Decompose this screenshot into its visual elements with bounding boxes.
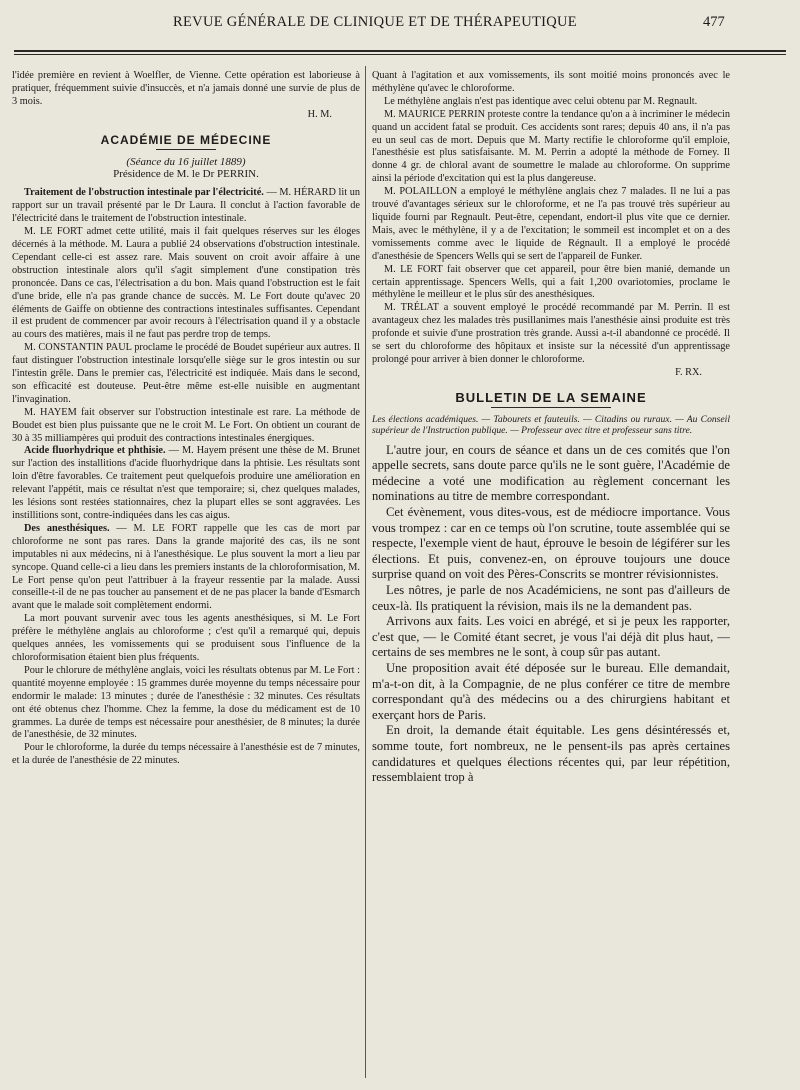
- right-column: [372, 70, 730, 1078]
- presidency-line: Présidence de M. le Dr PERRIN.: [113, 168, 259, 181]
- left-column: [12, 70, 360, 1078]
- bulletin-paragraph-2: Cet évènement, vous dites-vous, est de médiocre importance. Vous vous trompez : car en ce temps où l'on scrutine, toute assemblée qui se respecte, l'exemple vient de haut, éprouve le besoin de légiférer sur les élections. Et puis, convenez-en, on éprouve toujours une douce surprise quand on voit des Pères-Conscrits se montrer révisionnistes.: [372, 505, 730, 582]
- paragraph-constantin-paul: M. CONSTANTIN PAUL proclame le procédé de Boudet supérieur aux autres. Il faut distinguer l'obstruction intestinale lorsqu'elle siège sur le gros intestin ou sur l'intestin grêle. Dans le premier cas, l'électricité est indiquée. Mais dans le second, son efficacité est douteuse. Peut-être même est-elle nuisible en augmentant l'invagination.: [12, 342, 360, 405]
- bulletin-paragraph-6: En droit, la demande était équitable. Les gens désintéressés et, somme toute, fort nombreux, ne le pensent-ils pas après certaines candidatures et quelques élections récentes qui, par leur répétition, ressemblaient trop à: [372, 723, 730, 785]
- paragraph-trelat: M. TRÉLAT a souvent employé le procédé recommandé par M. Perrin. Il est avantageux chez les malades très pusillanimes mais l'anesthésie ainsi produite est très profonde et suivie d'une prostration très grande. Aussi a-t-il abandonné ce procédé. Il se sert du chloroforme des hôpitaux et insiste sur la nécessité d'un apprentissage prolongé pour arriver à bien donner le chloroforme.: [372, 302, 730, 365]
- paragraph-hayem: M. HAYEM fait observer sur l'obstruction intestinale est rare. La méthode de Boudet est bien plus puissante que ne le croit M. Le Fort. On obtient un courant de 30 à 35 milliampères qui produit des contractions intestinales énergiques.: [12, 406, 360, 444]
- bulletin-paragraph-3: Les nôtres, je parle de nos Académiciens, ne sont pas d'ailleurs de ceux-là. Ils pratiquent la révision, mais ils ne la demandent pas.: [372, 583, 730, 613]
- right-signature: F. RX.: [675, 366, 702, 378]
- fluorhydric-heading: Acide fluorhydrique et phthisie.: [24, 445, 166, 457]
- paragraph-polaillon: M. POLAILLON a employé le méthylène anglais chez 7 malades. Il ne lui a pas trouvé d'avantages sérieux sur le chloroforme, et ne l'a pas trouvé très supérieur au liquide fourni par Regnault. Peut-être, cependant, endort-il plus vite que ce dernier. Mais, avec le méthylène, il y a de l'excitation; le sommeil est incomplet et on a des vomissements comme avec le liquide de Régnault. Il a employé le procédé d'anesthésie de Spencers Wells qui se sert de l'appareil de Funker.: [372, 186, 730, 262]
- paragraph-anesthetics: [12, 523, 360, 613]
- intro-paragraph: l'idée première en revient à Woelfler, de Vienne. Cette opération est laborieuse à pratiquer, fréquemment suivie d'insuccès, et n'a jamais donné une survie de plus de 3 mois.: [12, 70, 360, 107]
- intro-signature: H. M.: [307, 108, 332, 120]
- paragraph-le-fort: M. LE FORT admet cette utilité, mais il fait quelques réserves sur les éloges décernés à la méthode. M. Laura a publié 24 observations d'obstruction intestinale. Cependant celle-ci est assez rare. Mais souvent on croit avoir affaire à une obstruction intestinale alors qu'il s'agit simplement d'une constipation très prononcée. Dans ce cas, l'électrisation a du bon. Mais quand l'obstruction est le fait d'une bride, elle n'a pas grande chance de succès. M. Le Fort doute qu'avec 20 éléments de Gaiffe on obtienne des contractions intestinales suffisantes. Cependant il est prudent de commencer par avoir recours à l'électrisation quand il y a obstacle au cours des matières, mais il ne faut pas perdre trop de temps.: [12, 226, 360, 341]
- bulletin-body: [372, 443, 730, 786]
- running-title: REVUE GÉNÉRALE DE CLINIQUE ET DE THÉRAPEUTIQUE: [173, 14, 577, 30]
- paragraph-maurice-perrin: M. MAURICE PERRIN proteste contre la tendance qu'on a à incriminer le médecin quand un accident fatal se produit. Ces accidents sont rares; depuis 40 ans, il n'a pas eu un seul cas de mort. Depuis que M. Marty rectifie le chloroforme qu'il emploie, l'anesthésie est plus satisfaisante. M. M. Perrin a adopté la méthode de Forney. Il donne 4 gr. de chloral avant de soumettre le malade au chloroforme. On supprime ainsi la période d'excitation qui est la plus dangereuse.: [372, 108, 730, 185]
- bulletin-paragraph-4: Arrivons aux faits. Les voici en abrégé, et si je peux les rapporter, c'est que, — le Comité étant secret, je vous l'ai déjà dit plus haut, — certains de ses membres ne le sont, à coup sûr pas autant.: [372, 614, 730, 660]
- academy-title: ACADÉMIE DE MÉDECINE: [100, 132, 272, 147]
- running-head: [0, 14, 800, 36]
- electricity-heading: Traitement de l'obstruction intestinale par l'électricité.: [24, 187, 264, 199]
- paragraph-chloroform-results: Pour le chloroforme, la durée du temps nécessaire à l'anesthésie est de 7 minutes, et la durée de l'anesthésie de 22 minutes.: [12, 742, 360, 767]
- paragraph-le-fort-apparatus: M. LE FORT fait observer que cet appareil, pour être bien manié, demande un certain apprentissage. Spencers Wells, qui a fait 1,200 ovariotomies, proclame le méthylène le meilleur et le plus sûr des anesthésiques.: [372, 263, 730, 301]
- session-line: (Séance du 16 juillet 1889): [126, 155, 246, 168]
- bulletin-subheading: Les élections académiques. — Tabourets et fauteuils. — Citadins ou ruraux. — Au Conseil supérieur de l'Instruction publique. — Professeur avec titre et professeur sans titre.: [372, 413, 730, 437]
- anesthetics-heading: Des anesthésiques.: [24, 522, 110, 534]
- paragraph-fluorhydric: [12, 445, 360, 522]
- electricity-text: — M. HÉRARD lit un rapport sur un travail présenté par le Dr Laura. Il conclut à l'action favorable de l'électricité dans le traitement de l'obstruction intestinale.: [12, 187, 360, 225]
- paragraph-death: La mort pouvant survenir avec tous les agents anesthésiques, si M. Le Fort préfère le méthylène anglais au chloroforme ; c'est qu'il a remarqué qui, depuis quelques années, les vomissements qui se produisent sous l'influence de la chloroformisation étaient bien plus fréquents.: [12, 613, 360, 663]
- page-number: 477: [703, 14, 725, 30]
- bulletin-paragraph-1: L'autre jour, en cours de séance et dans un de ces comités que l'on appelle secrets, sans doute parce qu'ils ne le sont guère, l'Académie de médecine a voté une modification au règlement concernant les nominations au titre de membre correspondant.: [372, 442, 730, 504]
- bulletin-title-rule: [491, 407, 611, 408]
- column-divider: [365, 66, 366, 1078]
- bulletin-paragraph-5: Une proposition avait été déposée sur le bureau. Elle demandait, m'a-t-on dit, à la Compagnie, de ne plus conférer ce titre de membre correspondant qu'à des médecins ou a des chirurgiens habitant et exerçant hors de Paris.: [372, 660, 730, 722]
- paragraph-regnault: Le méthylène anglais n'est pas identique avec celui obtenu par M. Regnault.: [384, 95, 698, 107]
- paragraph-methylene-results: Pour le chlorure de méthylène anglais, voici les résultats obtenus par M. Le Fort : quantité moyenne employée : 15 grammes durée moyenne du temps nécessaire pour endormir le malade: 13 minutes ; durée de l'anesthésie : 32 minutes. Ces résultats ont été obtenus chez l'homme. Chez la femme, la dose du médicament est de 10 grammes. La durée de temps est nécessaire pour anesthésier, de 8 minutes; la durée de l'anesthésie, de 32 minutes.: [12, 664, 360, 741]
- header-rule: [14, 50, 786, 55]
- anesthetics-text: — M. LE FORT rappelle que les cas de mort par chloroforme ne sont pas rares. Dans la grande majorité des cas, ils ne sont imputables ni aux médecins, ni à l'anesthésique. Le plus souvent la mort a lieu par syncope. Quand celle-ci a lieu dans les premiers instants de la chloroformisation, M. Le Fort pense qu'on peut l'attribuer à la frayeur ressentie par la malade. Aussi conseille-t-il de ne pas toucher au pansement et de ne pas placer la bande d'Esmarch avant que le malade soit complètement endormi.: [12, 522, 360, 612]
- fluorhydric-text: — M. Hayem présent une thèse de M. Brunet sur l'action des installitions d'acide fluorhydrique dans la phtisie. Les résultats sont loin d'être favorables. Ce traitement peut quelquefois produire une amélioration en relevant l'appétit, mais ce résultat n'est que temporaire; si, chez quelques malades, les lésions sont restées stationnaires, chez la plupart elles se sont aggravées. Les instillitions sont, contre-indiquées dans les cas aigus.: [12, 445, 360, 521]
- academy-title-rule: [156, 149, 216, 150]
- paragraph-agitation: Quant à l'agitation et aux vomissements, ils sont moitié moins prononcés avec le méthylène qu'avec le chloroforme.: [372, 70, 730, 94]
- paragraph-electricity: [12, 187, 360, 226]
- bulletin-title: BULLETIN DE LA SEMAINE: [455, 389, 647, 405]
